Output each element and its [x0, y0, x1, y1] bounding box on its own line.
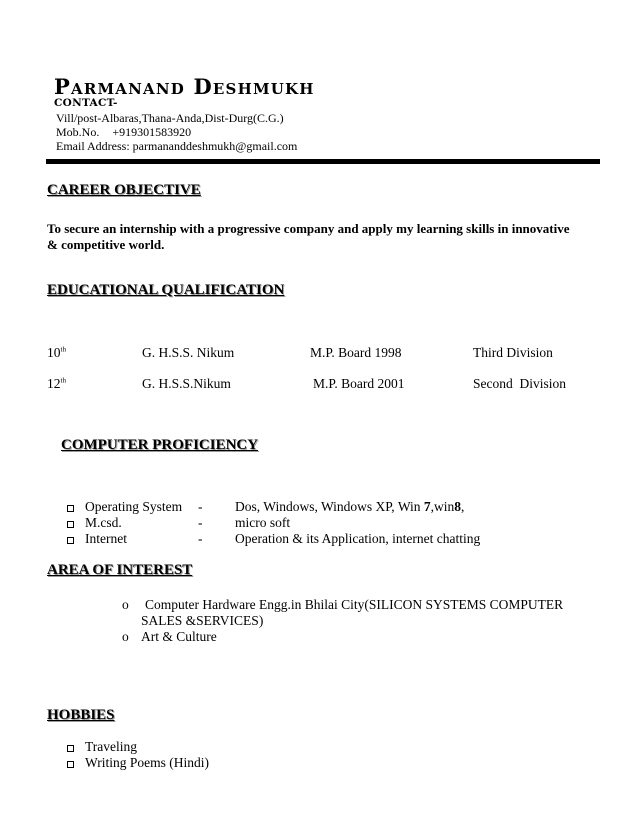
career-objective-line1: To secure an internship with a progressive company and apply my learning skills in innovative — [47, 221, 570, 236]
hobby-item: Writing Poems (Hindi) — [85, 755, 209, 770]
interest-item: Art & Culture — [141, 629, 217, 644]
mobile-label: Mob.No. — [56, 125, 100, 139]
mobile-line — [56, 125, 191, 140]
skill-label: Internet — [85, 531, 127, 546]
hobby-item: Traveling — [85, 739, 138, 754]
interest-item-continuation: SALES &SERVICES) — [141, 613, 264, 628]
education-board: M.P. Board 2001 — [313, 376, 405, 391]
square-bullet-icon — [67, 537, 74, 544]
education-board: M.P. Board 1998 — [310, 345, 402, 360]
square-bullet-icon — [67, 521, 74, 528]
education-division: Third Division — [473, 345, 553, 360]
area-of-interest-heading: AREA OF INTEREST — [47, 562, 193, 578]
email-label: Email Address: — [56, 139, 130, 153]
career-objective-heading: CAREER OBJECTIVE — [47, 182, 201, 198]
skill-separator: - — [198, 499, 203, 514]
education-school: G. H.S.S. Nikum — [142, 345, 235, 360]
mobile-number: +919301583920 — [112, 125, 192, 139]
square-bullet-icon — [67, 745, 74, 752]
skill-separator: - — [198, 531, 203, 546]
education-level: 12th — [47, 376, 66, 391]
square-bullet-icon — [67, 505, 74, 512]
computer-proficiency-heading: COMPUTER PROFICIENCY — [61, 437, 259, 453]
career-objective-line2: & competitive world. — [47, 237, 165, 252]
education-school: G. H.S.S.Nikum — [142, 376, 231, 391]
education-heading: EDUCATIONAL QUALIFICATION — [47, 282, 285, 298]
skill-value: Operation & its Application, internet chatting — [235, 531, 481, 546]
skill-value: Dos, Windows, Windows XP, Win 7,win8, — [235, 499, 465, 514]
circle-bullet-icon: o — [122, 629, 129, 644]
candidate-name: Parmanand Deshmukh — [54, 74, 315, 99]
email-line — [56, 139, 297, 154]
skill-value: micro soft — [235, 515, 291, 530]
contact-label: CONTACT- — [54, 97, 118, 109]
circle-bullet-icon: o — [122, 597, 129, 612]
email-address[interactable]: parmananddeshmukh@gmail.com — [132, 139, 298, 153]
header-divider — [46, 159, 600, 164]
square-bullet-icon — [67, 761, 74, 768]
skill-separator: - — [198, 515, 203, 530]
skill-label: M.csd. — [85, 515, 122, 530]
interest-item: Computer Hardware Engg.in Bhilai City(SILICON SYSTEMS COMPUTER — [145, 597, 564, 612]
education-division: Second Division — [473, 376, 566, 391]
education-level: 10th — [47, 345, 66, 360]
address: Vill/post-Albaras,Thana-Anda,Dist-Durg(C.G.) — [56, 111, 284, 125]
hobbies-heading: HOBBIES — [47, 707, 115, 723]
skill-label: Operating System — [85, 499, 183, 514]
